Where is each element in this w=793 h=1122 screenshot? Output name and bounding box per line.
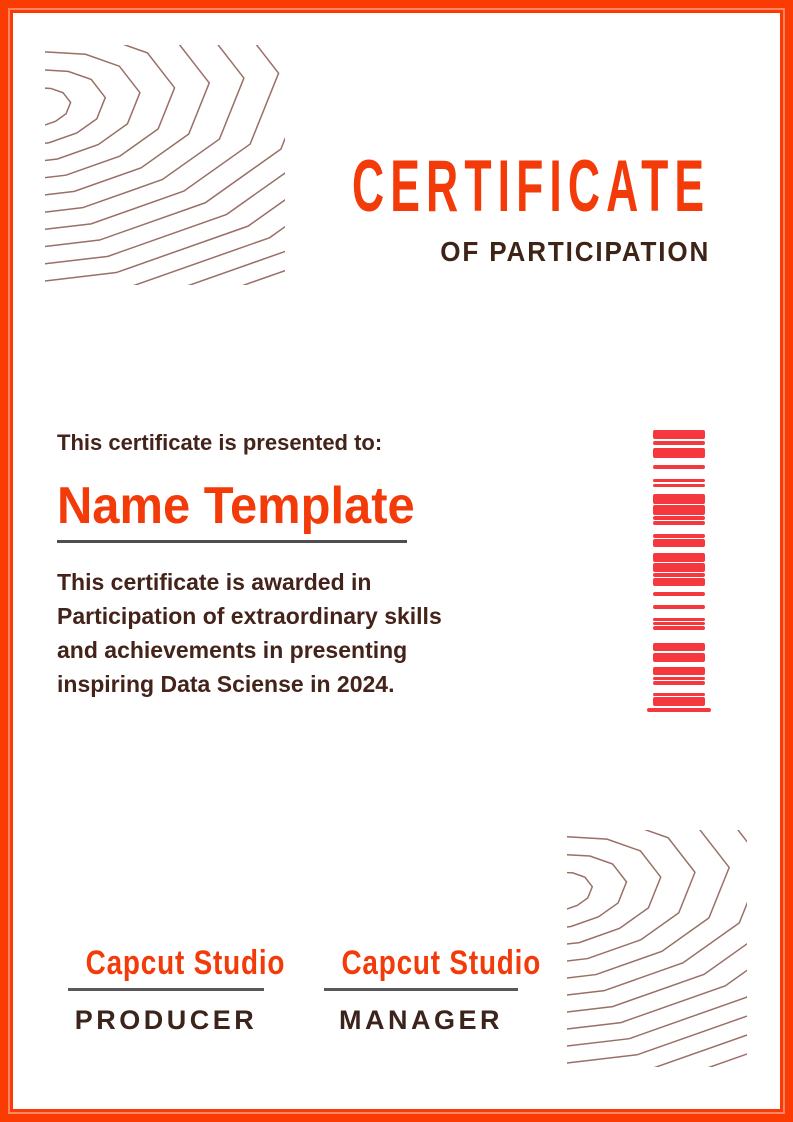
recipient-name: Name Template xyxy=(57,477,415,535)
signature-name: Capcut Studio xyxy=(341,944,542,982)
signature-line xyxy=(68,988,264,991)
award-description-line: inspiring Data Sciense in 2024. xyxy=(57,671,395,697)
signature-role: PRODUCER xyxy=(74,1005,258,1035)
presented-to-label: This certificate is presented to: xyxy=(57,430,383,455)
award-description-line: Participation of extraordinary skills xyxy=(57,603,442,629)
signature-name: Capcut Studio xyxy=(85,944,286,982)
signature-role: MANAGER xyxy=(339,1005,503,1035)
signature-line xyxy=(324,988,518,991)
signature-block-manager xyxy=(324,944,542,1036)
title-block xyxy=(123,146,710,268)
award-description-line: This certificate is awarded in xyxy=(57,569,372,595)
award-description xyxy=(57,565,527,701)
contour-pattern-bottom-right-icon xyxy=(567,830,747,1067)
signature-block-producer xyxy=(68,944,286,1036)
award-description-line: and achievements in presenting xyxy=(57,637,408,663)
barcode xyxy=(653,430,705,712)
recipient-section xyxy=(57,430,527,701)
certificate-title: CERTIFICATE xyxy=(351,146,710,227)
certificate-subtitle: OF PARTICIPATION xyxy=(440,236,710,267)
recipient-name-underline xyxy=(57,540,407,543)
